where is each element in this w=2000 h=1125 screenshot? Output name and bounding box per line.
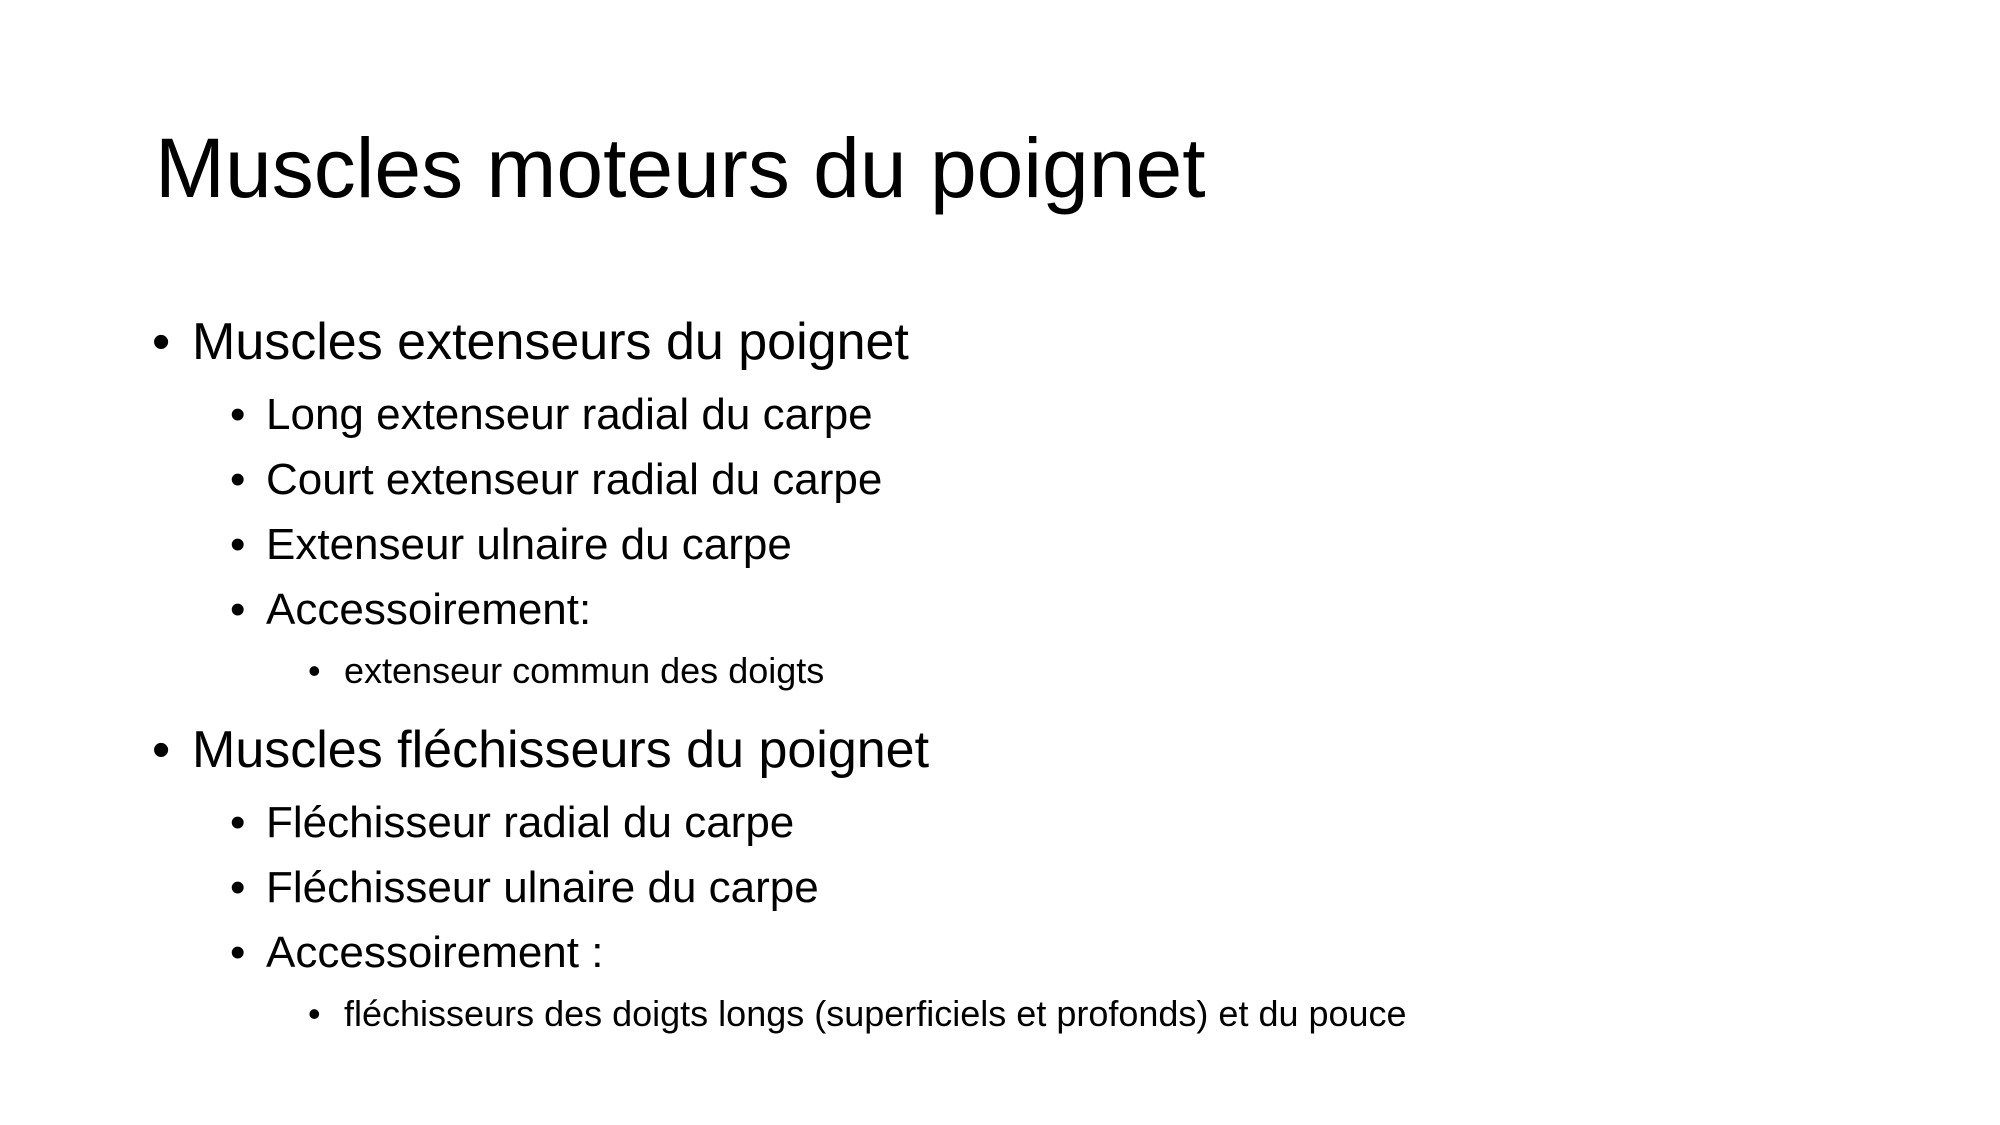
list-item bbox=[230, 512, 1912, 577]
bullet-icon: • bbox=[230, 585, 246, 634]
bullet-icon: • bbox=[152, 313, 171, 371]
bullet-icon: • bbox=[230, 455, 246, 504]
sub-list-item bbox=[308, 642, 1912, 710]
list-item-text: Court extenseur radial du carpe bbox=[266, 455, 883, 504]
list-item bbox=[230, 382, 1912, 447]
slide-title: Muscles moteurs du poignet bbox=[155, 121, 1206, 215]
list-item bbox=[230, 855, 1912, 920]
bullet-icon: • bbox=[230, 520, 246, 569]
bullet-icon: • bbox=[152, 721, 171, 779]
list-item bbox=[230, 790, 1912, 855]
list-item bbox=[230, 447, 1912, 512]
list-item bbox=[230, 577, 1912, 642]
bullet-icon: • bbox=[230, 390, 246, 439]
sub-list-item bbox=[308, 985, 1912, 1053]
list-item-text: Accessoirement: bbox=[266, 585, 592, 634]
list-item-text: Accessoirement : bbox=[266, 928, 604, 977]
bullet-icon: • bbox=[308, 650, 321, 691]
bullet-icon: • bbox=[230, 928, 246, 977]
section-heading-extensors bbox=[152, 302, 1912, 382]
section-heading-flexors bbox=[152, 710, 1912, 790]
list-item-text: Long extenseur radial du carpe bbox=[266, 390, 873, 439]
section-heading-text: Muscles extenseurs du poignet bbox=[192, 313, 909, 371]
bullet-icon: • bbox=[230, 798, 246, 847]
list-item-text: Extenseur ulnaire du carpe bbox=[266, 520, 792, 569]
sub-list-item-text: extenseur commun des doigts bbox=[344, 650, 825, 691]
list-item-text: Fléchisseur radial du carpe bbox=[266, 798, 795, 847]
list-item-text: Fléchisseur ulnaire du carpe bbox=[266, 863, 819, 912]
sub-list-item-text: fléchisseurs des doigts longs (superficiels et profonds) et du pouce bbox=[344, 993, 1407, 1034]
bullet-list bbox=[152, 302, 1912, 1053]
bullet-icon: • bbox=[308, 993, 321, 1034]
list-item bbox=[230, 920, 1912, 985]
section-heading-text: Muscles fléchisseurs du poignet bbox=[192, 721, 930, 779]
bullet-icon: • bbox=[230, 863, 246, 912]
